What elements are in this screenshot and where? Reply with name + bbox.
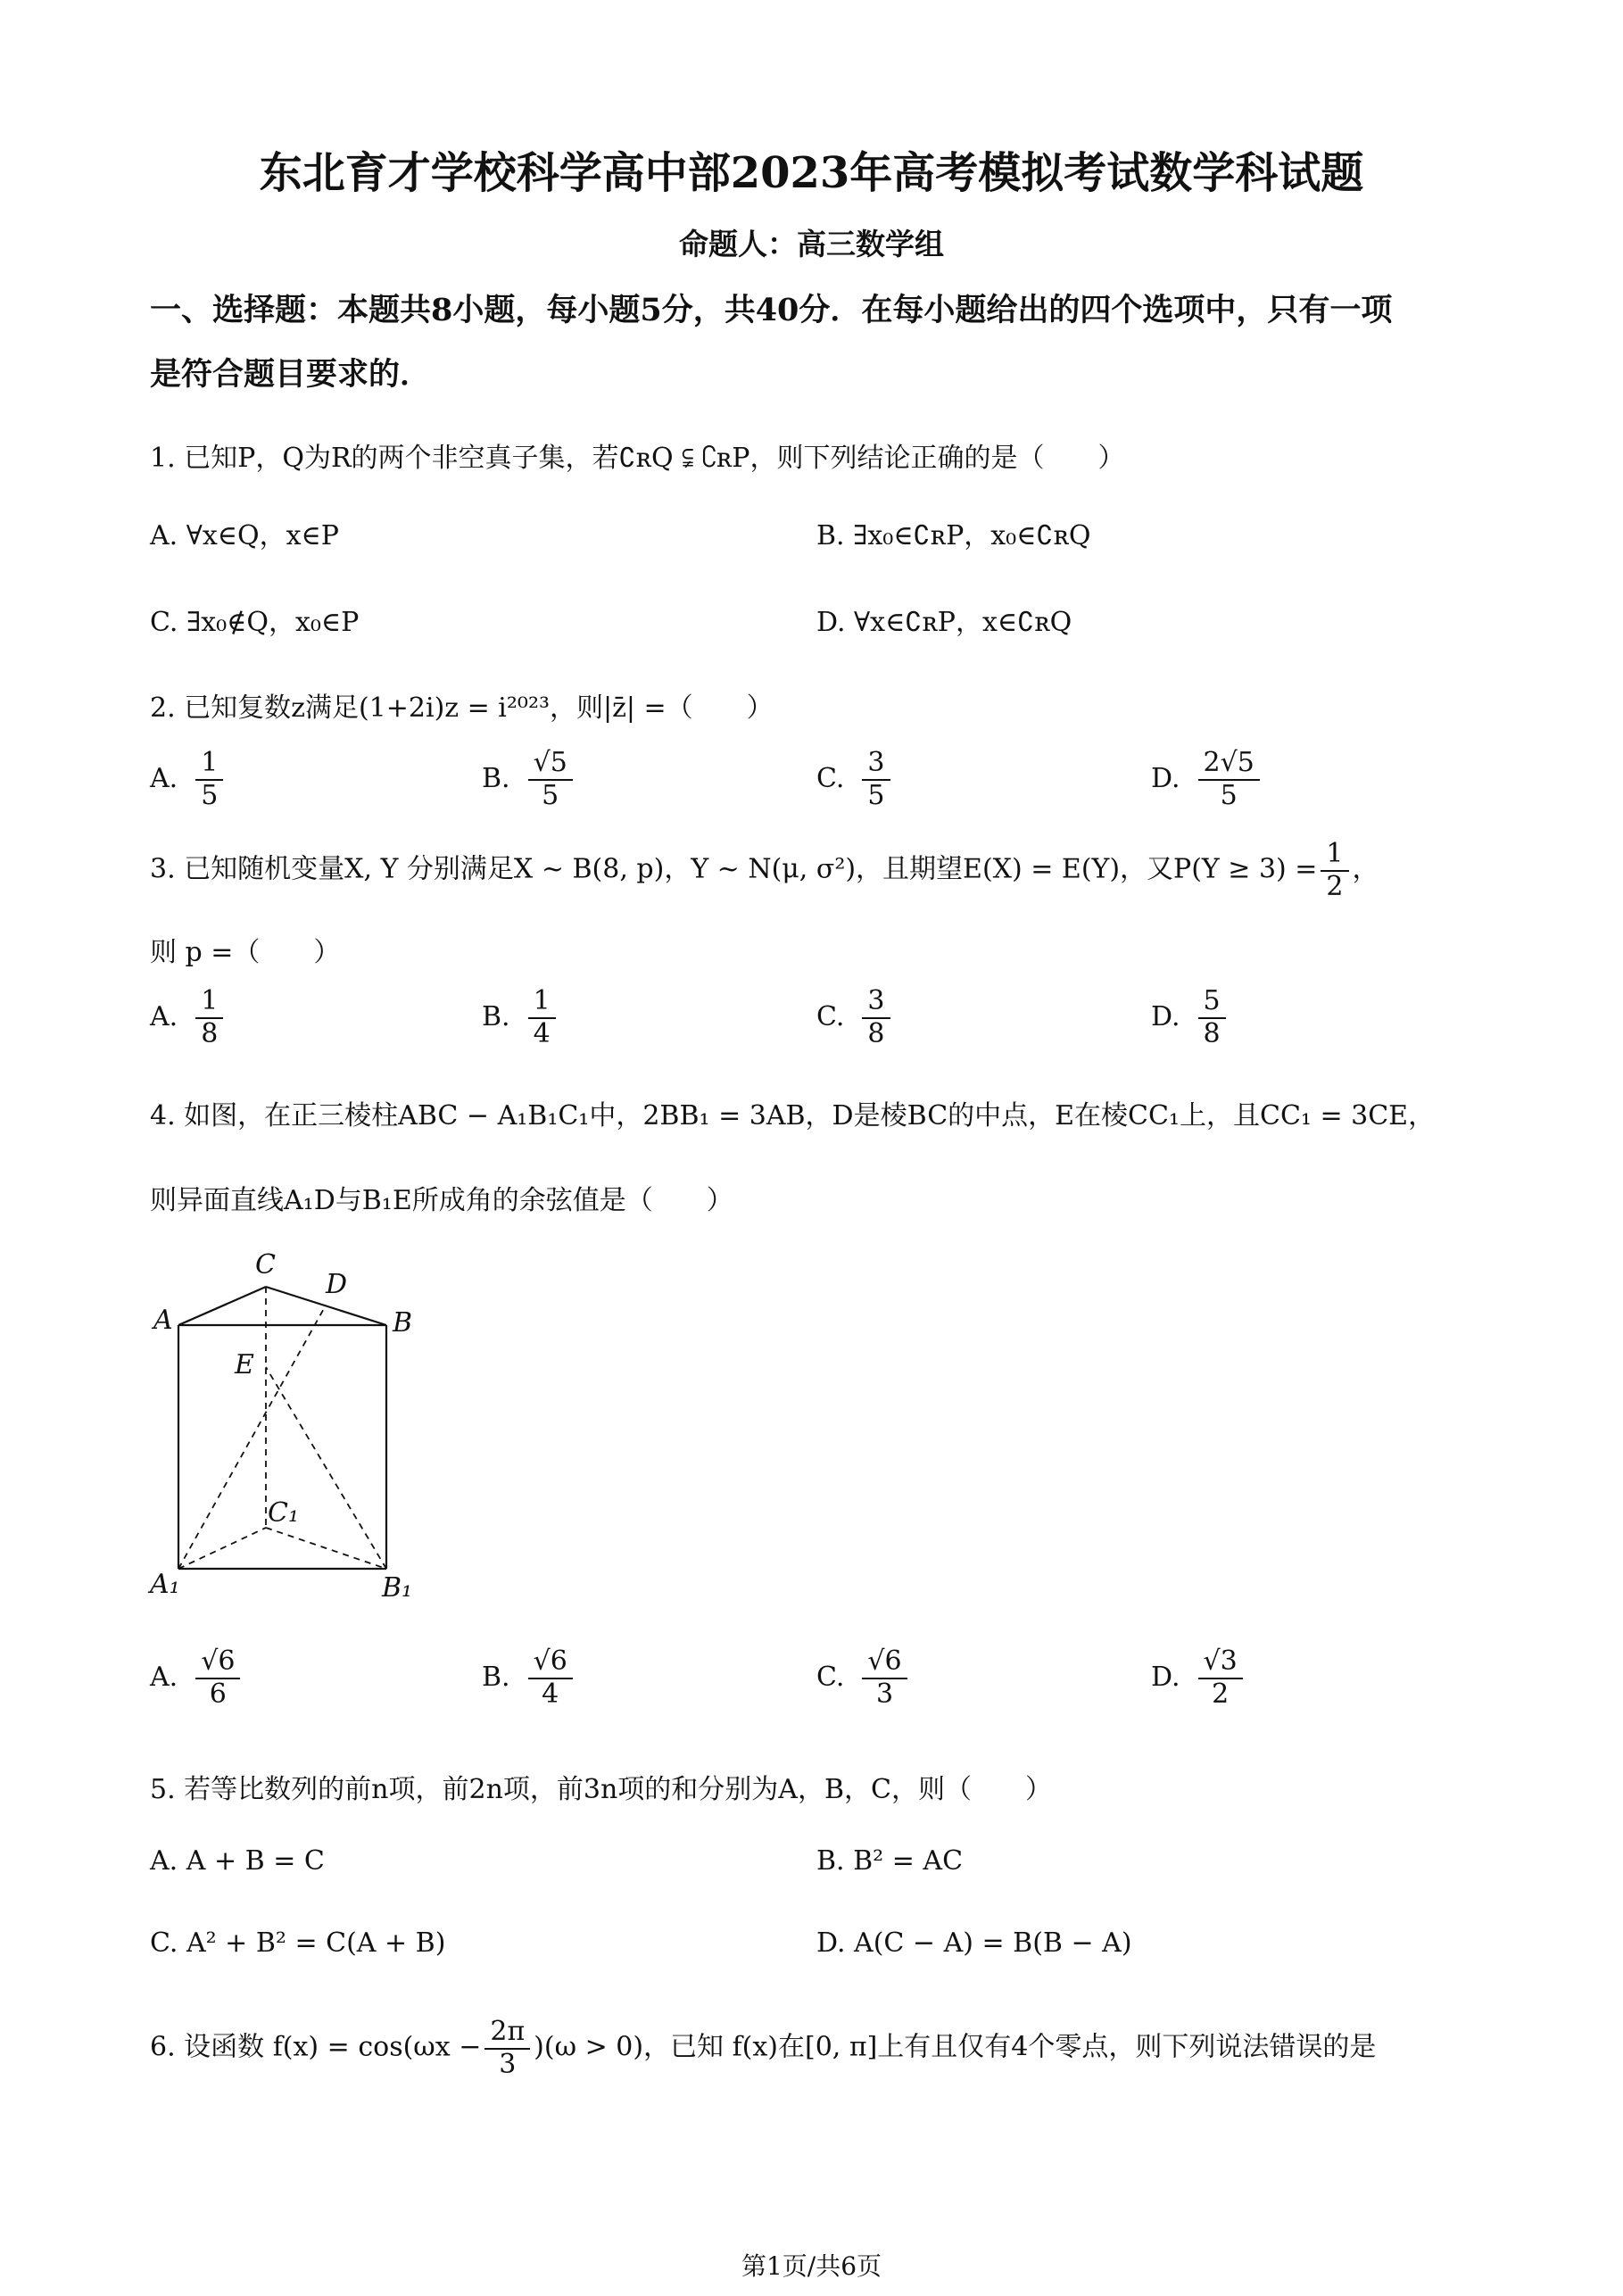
- vertex-label-c1: C₁: [268, 1497, 299, 1529]
- q2-option-d: [1151, 748, 1263, 811]
- q6-stem: [150, 2017, 1376, 2080]
- author-line: 命题人：高三数学组: [679, 227, 944, 261]
- numerator: 1: [195, 986, 223, 1019]
- fraction: [862, 986, 890, 1049]
- numerator: √6: [528, 1646, 573, 1679]
- denominator: 3: [499, 2048, 517, 2080]
- q5-stem: 5. 若等比数列的前n项，前2n项，前3n项的和分别为A，B，C，则（ ）: [150, 1774, 1052, 1805]
- q3-option-d: [1151, 986, 1230, 1049]
- denominator: 5: [542, 779, 559, 811]
- option-label: B.: [482, 1661, 510, 1693]
- numerator: √5: [528, 748, 573, 781]
- fraction: [1321, 839, 1348, 902]
- q3-option-b: [482, 986, 559, 1049]
- fraction: [862, 1646, 907, 1710]
- fraction: [195, 748, 223, 811]
- edge-a-c: [178, 1287, 266, 1325]
- q4-stem-line2: 则异面直线A₁D与B₁E所成角的余弦值是（ ）: [150, 1185, 733, 1216]
- option-label: A.: [150, 1661, 178, 1693]
- q2-option-a: [150, 748, 227, 811]
- q3-option-a: [150, 986, 227, 1049]
- denominator: 4: [542, 1678, 559, 1710]
- edge-c1-b1: [266, 1528, 386, 1569]
- segment-b1-e: [266, 1367, 386, 1569]
- numerator: 1: [528, 986, 556, 1019]
- option-label: A.: [150, 762, 178, 794]
- fraction: [528, 986, 556, 1049]
- q6-stem-tail: )(ω > 0)，已知 f(x)在[0, π]上有且仅有4个零点，则下列说法错误的是: [534, 2031, 1377, 2063]
- q6-stem-text: 6. 设函数 f(x) = cos(ωx −: [150, 2031, 482, 2063]
- q3-stem: [150, 839, 1379, 902]
- q5-option-a: A. A + B = C: [150, 1845, 325, 1877]
- q4-option-b: [482, 1646, 576, 1710]
- q5-option-d: D. A(C − A) = B(B − A): [816, 1927, 1132, 1959]
- denominator: 8: [201, 1017, 219, 1049]
- q5-option-b: B. B² = AC: [816, 1845, 964, 1877]
- fraction: [1198, 986, 1226, 1049]
- denominator: 2: [1326, 870, 1344, 902]
- vertex-label-b: B: [393, 1307, 413, 1339]
- vertex-label-a1: A₁: [150, 1569, 180, 1600]
- option-label: C.: [816, 1661, 845, 1693]
- edge-a1-c1: [178, 1528, 266, 1569]
- fraction: [195, 986, 223, 1049]
- q4-option-d: [1151, 1646, 1246, 1710]
- option-label: A.: [150, 1000, 178, 1032]
- fraction: [528, 748, 573, 811]
- q3-stem-tail: ，: [1352, 853, 1379, 885]
- option-label: B.: [482, 1000, 510, 1032]
- vertex-label-b1: B₁: [382, 1572, 413, 1604]
- section-heading-line2: 是符合题目要求的．: [150, 356, 432, 393]
- denominator: 5: [201, 779, 219, 811]
- fraction: [484, 2017, 530, 2080]
- q2-option-c: [816, 748, 894, 811]
- q4-option-a: [150, 1646, 244, 1710]
- vertex-label-c: C: [255, 1249, 276, 1281]
- page-footer: 第1页/共6页: [741, 2251, 882, 2281]
- numerator: √3: [1198, 1646, 1243, 1679]
- prism-figure: [143, 1249, 437, 1624]
- numerator: √6: [862, 1646, 907, 1679]
- prism-diagram: [143, 1249, 437, 1624]
- denominator: 5: [1220, 779, 1238, 811]
- option-label: B.: [482, 762, 510, 794]
- denominator: 4: [533, 1017, 551, 1049]
- denominator: 3: [875, 1678, 894, 1710]
- numerator: 2π: [484, 2017, 530, 2050]
- numerator: 1: [195, 748, 223, 781]
- option-label: C.: [816, 762, 845, 794]
- vertex-label-a: A: [153, 1305, 173, 1336]
- numerator: 2√5: [1198, 748, 1260, 781]
- page-title: 东北育才学校科学高中部2023年高考模拟考试数学科试题: [259, 148, 1364, 198]
- q5-option-c: C. A² + B² = C(A + B): [150, 1927, 446, 1959]
- denominator: 8: [867, 1017, 885, 1049]
- segment-a1-d: [178, 1305, 326, 1569]
- numerator: 1: [1321, 839, 1348, 872]
- denominator: 8: [1203, 1017, 1221, 1049]
- q4-stem: 4. 如图，在正三棱柱ABC − A₁B₁C₁中，2BB₁ = 3AB，D是棱BC的中点，E在棱CC₁上，且CC₁ = 3CE，: [150, 1100, 1436, 1131]
- q2-stem: 2. 已知复数z满足(1+2i)z = i²⁰²³，则|z̄| =（ ）: [150, 692, 774, 724]
- q3-stem-line2: 则 p =（ ）: [150, 937, 341, 968]
- option-label: D.: [1151, 762, 1180, 794]
- numerator: 3: [862, 748, 890, 781]
- vertex-label-d: D: [326, 1269, 348, 1300]
- denominator: 5: [867, 779, 885, 811]
- q3-stem-text: 3. 已知随机变量X, Y 分别满足X ~ B(8, p)，Y ~ N(μ, σ²)，且期望E(X) = E(Y)，又P(Y ≥ 3) =: [150, 853, 1318, 885]
- q1-option-b: B. ∃x₀∈∁ʀP，x₀∈∁ʀQ: [816, 520, 1091, 551]
- numerator: 5: [1198, 986, 1226, 1019]
- q1-option-d: D. ∀x∈∁ʀP，x∈∁ʀQ: [816, 607, 1072, 638]
- vertex-label-e: E: [235, 1349, 254, 1380]
- q1-option-c: C. ∃x₀∉Q，x₀∈P: [150, 607, 360, 638]
- option-label: D.: [1151, 1000, 1180, 1032]
- fraction: [1198, 748, 1260, 811]
- numerator: 3: [862, 986, 890, 1019]
- fraction: [195, 1646, 240, 1710]
- q3-option-c: [816, 986, 894, 1049]
- fraction: [528, 1646, 573, 1710]
- q1-option-a: A. ∀x∈Q，x∈P: [150, 520, 339, 551]
- section-heading-line1: 一、选择题：本题共8小题，每小题5分，共40分．在每小题给出的四个选项中，只有一项: [150, 292, 1393, 328]
- fraction: [862, 748, 890, 811]
- option-label: D.: [1151, 1661, 1180, 1693]
- denominator: 6: [209, 1678, 227, 1710]
- option-label: C.: [816, 1000, 845, 1032]
- q4-option-c: [816, 1646, 911, 1710]
- denominator: 2: [1212, 1678, 1230, 1710]
- numerator: √6: [195, 1646, 240, 1679]
- q1-stem: 1. 已知P，Q为R的两个非空真子集，若∁ʀQ ⫋ ∁ʀP，则下列结论正确的是（ ）: [150, 443, 1125, 474]
- fraction: [1198, 1646, 1243, 1710]
- q2-option-b: [482, 748, 576, 811]
